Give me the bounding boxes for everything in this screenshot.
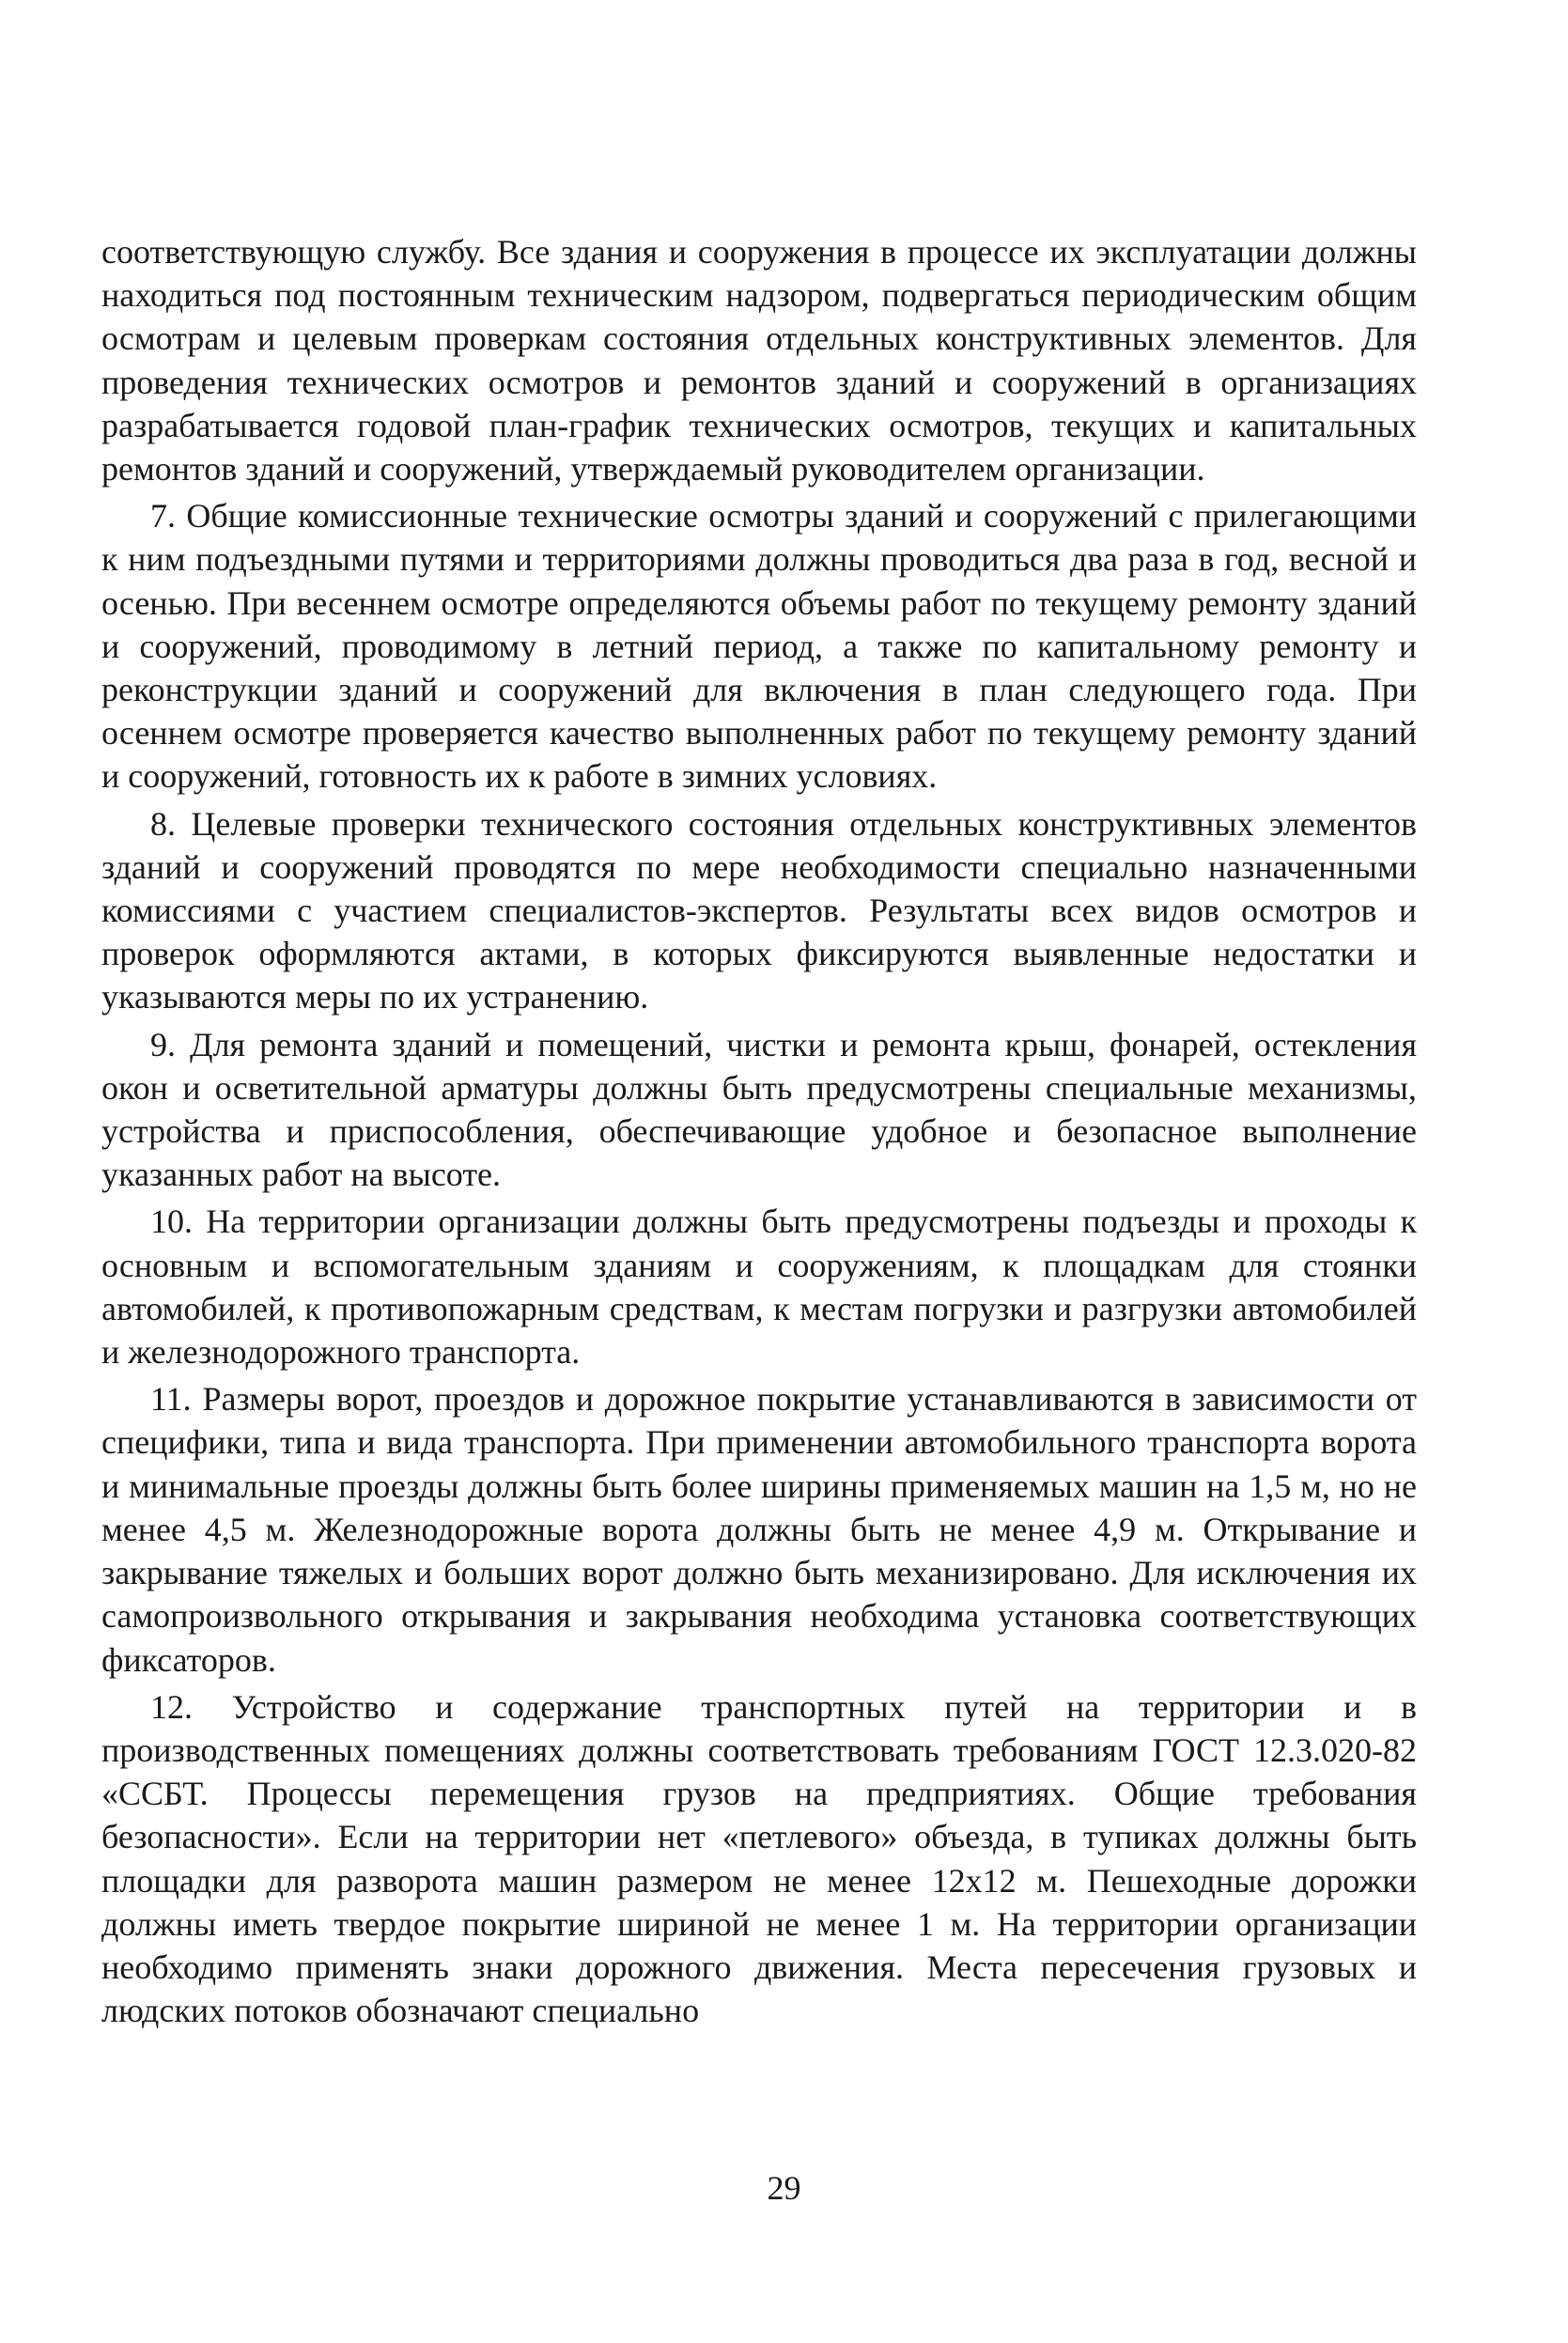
paragraph-item-10: 10. На территории организации должны быть предусмотрены подъезды и проходы к основным и вспомогательным зданиям и сооружениям, к площадкам для стоянки автомобилей, к противопожарным средствам, к местам погрузки и разгрузки автомобилей и железнодорожного транспорта.: [101, 1203, 1417, 1372]
paragraph-continuation: соответствующую службу. Все здания и сооружения в процессе их эксплуатации должны находиться под постоянным техническим надзором, подвергаться периодическим общим осмотрам и целевым проверкам состояния отдельных конструктивных элементов. Для проведения технических осмотров и ремонтов зданий и сооружений в организациях разрабатывается годовой план-график технических осмотров, текущих и капитальных ремонтов зданий и сооружений, утверждаемый руководителем организации.: [101, 233, 1417, 489]
document-body: [101, 230, 1417, 2036]
page-number: 29: [767, 2169, 801, 2207]
paragraph-item-11: 11. Размеры ворот, проездов и дорожное покрытие устанавливаются в зависимости от специфики, типа и вида транспорта. При применении автомобильного транспорта ворота и минимальные проезды должны быть более ширины применяемых машин на 1,5 м, но не менее 4,5 м. Железнодорожные ворота должны быть не менее 4,9 м. Открывание и закрывание тяжелых и больших ворот должно быть механизировано. Для исключения их самопроизвольного открывания и закрывания необходима установка соответствующих фиксаторов.: [101, 1380, 1417, 1679]
paragraph-item-9: 9. Для ремонта зданий и помещений, чистки и ремонта крыш, фонарей, остекления окон и осветительной арматуры должны быть предусмотрены специальные механизмы, устройства и приспособления, обеспечивающие удобное и безопасное выполнение указанных работ на высоте.: [101, 1025, 1417, 1194]
paragraph-item-12: 12. Устройство и содержание транспортных путей на территории и в производственных помещениях должны соответствовать требованиям ГОСТ 12.3.020-82 «ССБТ. Процессы перемещения грузов на предприятиях. Общие требования безопасности». Если на территории нет «петлевого» объезда, в тупиках должны быть площадки для разворота машин размером не менее 12x12 м. Пешеходные дорожки должны иметь твердое покрытие шириной не менее 1 м. На территории организации необходимо применять знаки дорожного движения. Места пересечения грузовых и людских потоков обозначают специально: [101, 1687, 1417, 2030]
paragraph-item-7: 7. Общие комиссионные технические осмотры зданий и сооружений с прилегающими к ним подъездными путями и территориями должны проводиться два раза в год, весной и осенью. При весеннем осмотре определяются объемы работ по текущему ремонту зданий и сооружений, проводимому в летний период, а также по капитальному ремонту и реконструкции зданий и сооружений для включения в план следующего года. При осеннем осмотре проверяется качество выполненных работ по текущему ремонту зданий и сооружений, готовность их к работе в зимних условиях.: [101, 497, 1417, 796]
paragraph-item-8: 8. Целевые проверки технического состояния отдельных конструктивных элементов зданий и сооружений проводятся по мере необходимости специально назначенными комиссиями с участием специалистов-экспертов. Результаты всех видов осмотров и проверок оформляются актами, в которых фиксируются выявленные недостатки и указываются меры по их устранению.: [101, 804, 1417, 1016]
